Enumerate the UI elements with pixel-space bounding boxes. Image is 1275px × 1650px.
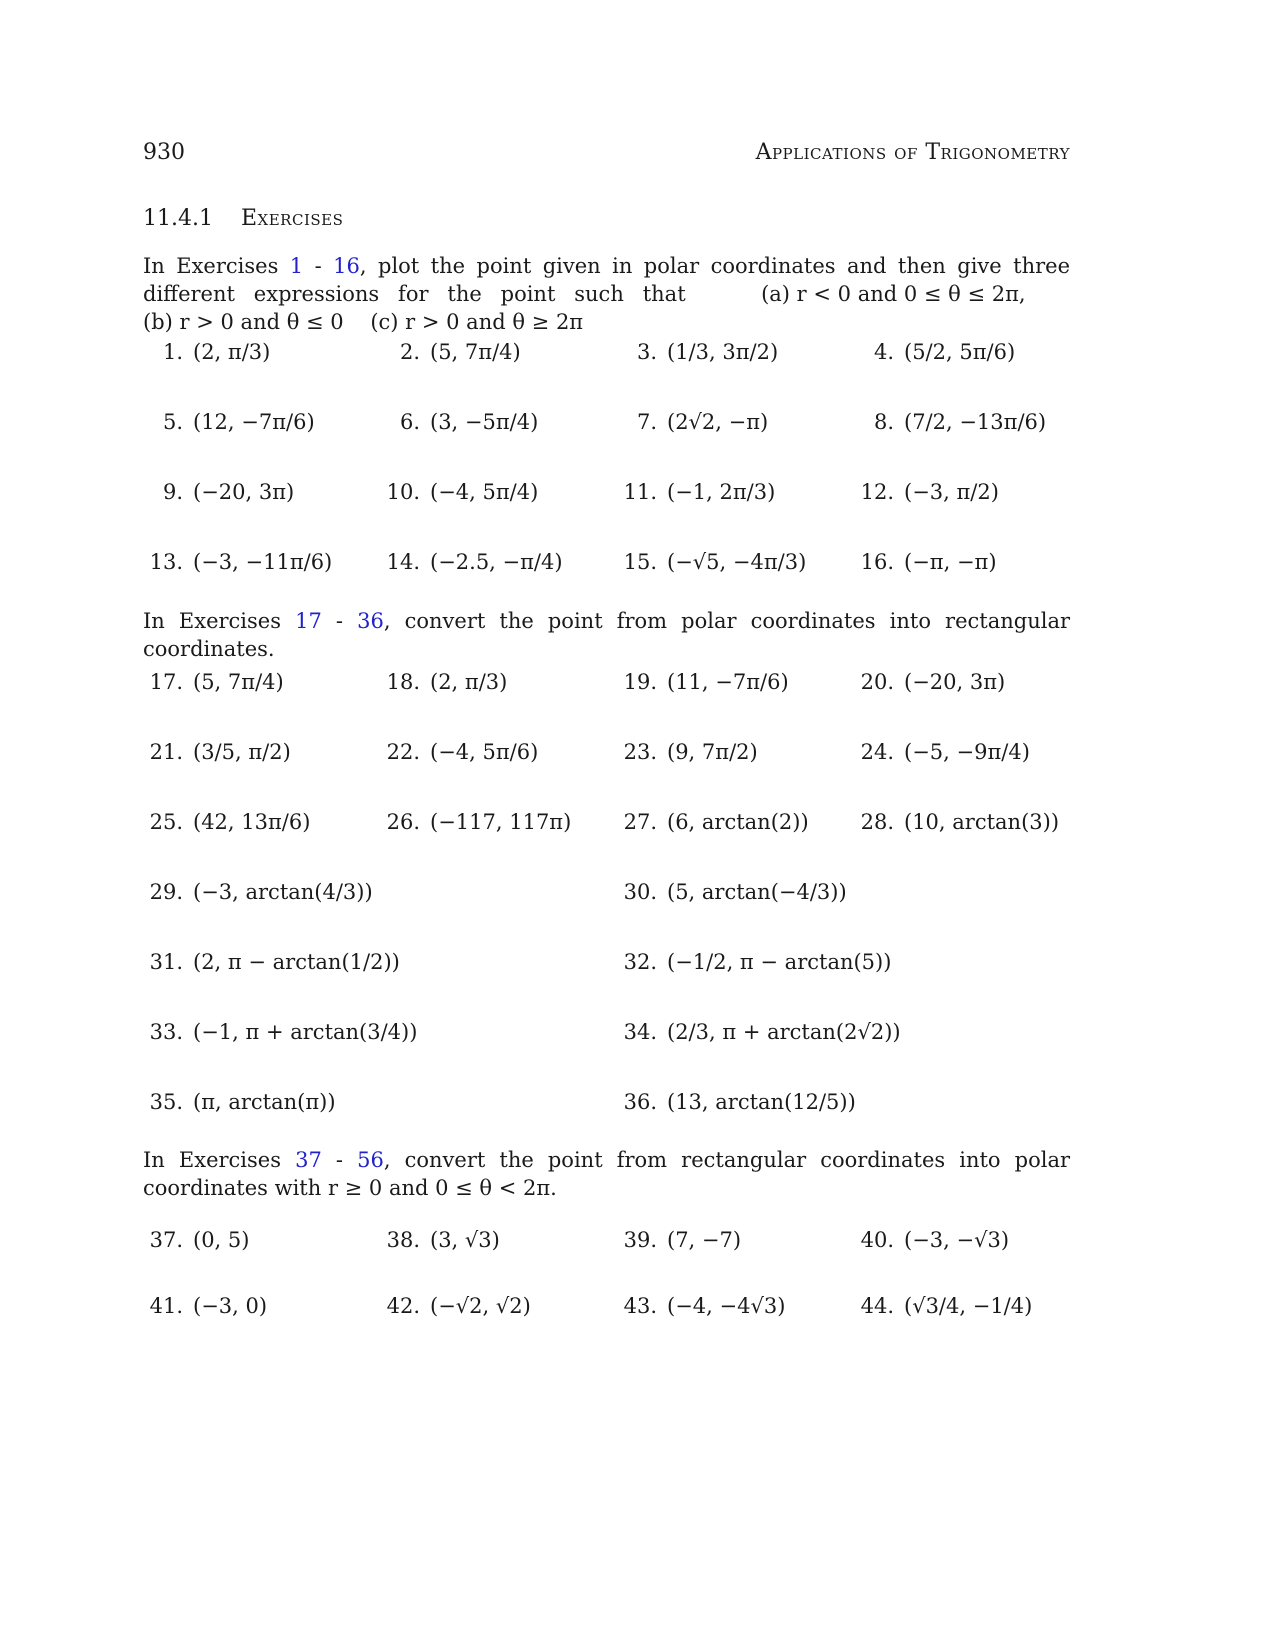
exercise-item <box>380 792 571 852</box>
exercise-link-start[interactable]: 37 <box>295 1148 322 1172</box>
exercise-number: 39. <box>623 1228 657 1252</box>
exercise-expression: (−√5, −4π/3) <box>667 550 807 574</box>
exercise-item <box>143 1210 249 1270</box>
exercise-link-end[interactable]: 56 <box>357 1148 384 1172</box>
exercise-number: 9. <box>162 480 183 504</box>
exercise-expression: (−√2, √2) <box>430 1294 531 1318</box>
exercise-number: 13. <box>149 550 183 574</box>
exercise-number: 31. <box>149 950 183 974</box>
exercise-expression: (2√2, −π) <box>667 410 769 434</box>
exercise-expression: (7/2, −13π/6) <box>904 410 1047 434</box>
exercise-item <box>854 322 1015 382</box>
exercise-number: 23. <box>623 740 657 764</box>
exercise-item <box>143 932 400 992</box>
exercise-item <box>143 1002 417 1062</box>
exercise-expression: (−3, 0) <box>193 1294 268 1318</box>
exercise-item <box>854 652 1005 712</box>
exercise-expression: (−4, −4√3) <box>667 1294 786 1318</box>
exercise-number: 27. <box>623 810 657 834</box>
exercise-number: 26. <box>386 810 420 834</box>
exercise-item <box>617 532 806 592</box>
exercise-item <box>617 932 891 992</box>
intro-lead: In Exercises <box>143 609 296 633</box>
intro-lead: In Exercises <box>143 254 290 278</box>
exercise-link-end[interactable]: 16 <box>333 254 360 278</box>
intro-paragraph-3 <box>143 1146 1070 1202</box>
exercise-number: 21. <box>149 740 183 764</box>
exercise-number: 42. <box>386 1294 420 1318</box>
condition-b: (b) r > 0 and θ ≤ 0 <box>143 310 344 334</box>
intro-text: , plot the point given in polar coordinates and then give three different expressions for the point such that <box>143 254 1070 306</box>
exercise-item <box>617 322 778 382</box>
exercise-number: 37. <box>149 1228 183 1252</box>
exercise-item <box>854 392 1046 452</box>
exercise-number: 3. <box>636 340 657 364</box>
exercise-item <box>854 462 999 522</box>
exercise-item <box>143 462 294 522</box>
exercise-item <box>854 792 1059 852</box>
exercise-number: 5. <box>162 410 183 434</box>
exercise-item <box>617 1002 901 1062</box>
exercise-number: 24. <box>860 740 894 764</box>
exercise-item <box>617 792 809 852</box>
exercise-link-start[interactable]: 17 <box>295 609 322 633</box>
exercise-expression: (5/2, 5π/6) <box>904 340 1016 364</box>
exercise-expression: (3, −5π/4) <box>430 410 539 434</box>
exercise-number: 11. <box>623 480 657 504</box>
exercise-number: 28. <box>860 810 894 834</box>
exercise-item <box>854 1276 1032 1336</box>
range-separator: - <box>321 1148 358 1172</box>
exercise-expression: (11, −7π/6) <box>667 670 789 694</box>
exercise-item <box>854 722 1030 782</box>
exercise-item <box>143 392 315 452</box>
exercise-expression: (3/5, π/2) <box>193 740 291 764</box>
exercise-number: 7. <box>636 410 657 434</box>
range-separator: - <box>303 254 334 278</box>
exercise-expression: (7, −7) <box>667 1228 742 1252</box>
exercise-expression: (−3, π/2) <box>904 480 999 504</box>
exercise-number: 32. <box>623 950 657 974</box>
exercise-expression: (−1, 2π/3) <box>667 480 776 504</box>
exercise-item <box>143 1072 336 1132</box>
exercise-item <box>380 392 538 452</box>
exercise-expression: (−1/2, π − arctan(5)) <box>667 950 892 974</box>
section-heading <box>143 206 343 231</box>
exercise-expression: (2, π − arctan(1/2)) <box>193 950 400 974</box>
exercise-item <box>143 722 291 782</box>
exercise-item <box>854 1210 1009 1270</box>
exercise-number: 33. <box>149 1020 183 1044</box>
exercise-expression: (π, arctan(π)) <box>193 1090 336 1114</box>
exercise-number: 34. <box>623 1020 657 1044</box>
section-title: Exercises <box>240 206 344 231</box>
exercise-expression: (42, 13π/6) <box>193 810 311 834</box>
exercise-expression: (−117, 117π) <box>430 810 572 834</box>
exercise-number: 25. <box>149 810 183 834</box>
exercise-expression: (5, arctan(−4/3)) <box>667 880 847 904</box>
exercise-number: 10. <box>386 480 420 504</box>
exercise-expression: (−5, −9π/4) <box>904 740 1030 764</box>
exercise-expression: (12, −7π/6) <box>193 410 315 434</box>
exercise-number: 19. <box>623 670 657 694</box>
exercise-item <box>617 462 775 522</box>
exercise-item <box>380 652 507 712</box>
exercise-expression: (5, 7π/4) <box>193 670 284 694</box>
exercise-expression: (−2.5, −π/4) <box>430 550 563 574</box>
exercise-link-end[interactable]: 36 <box>357 609 384 633</box>
exercise-expression: (−20, 3π) <box>193 480 295 504</box>
exercise-number: 22. <box>386 740 420 764</box>
exercise-number: 20. <box>860 670 894 694</box>
exercise-expression: (−3, −11π/6) <box>193 550 333 574</box>
exercise-expression: (−3, −√3) <box>904 1228 1010 1252</box>
exercise-expression: (√3/4, −1/4) <box>904 1294 1033 1318</box>
exercise-number: 17. <box>149 670 183 694</box>
exercise-item <box>143 532 332 592</box>
exercise-item <box>143 322 270 382</box>
exercise-item <box>617 652 789 712</box>
exercise-item <box>380 1276 531 1336</box>
intro-text: , convert the point from rectangular coordinates into polar coordinates with r ≥ 0 and 0 ≤ θ < 2π. <box>143 1148 1070 1200</box>
exercise-number: 35. <box>149 1090 183 1114</box>
exercise-expression: (−4, 5π/6) <box>430 740 539 764</box>
exercise-number: 40. <box>860 1228 894 1252</box>
exercise-number: 43. <box>623 1294 657 1318</box>
exercise-item <box>617 392 768 452</box>
exercise-number: 1. <box>162 340 183 364</box>
exercise-number: 6. <box>399 410 420 434</box>
exercise-expression: (6, arctan(2)) <box>667 810 809 834</box>
intro-text: , convert the point from polar coordinates into rectangular coordinates. <box>143 609 1070 661</box>
exercise-expression: (2/3, π + arctan(2√2)) <box>667 1020 901 1044</box>
exercise-link-start[interactable]: 1 <box>289 254 304 278</box>
exercise-expression: (1/3, 3π/2) <box>667 340 779 364</box>
page-number: 930 <box>143 140 185 165</box>
exercise-number: 44. <box>860 1294 894 1318</box>
condition-c: (c) r > 0 and θ ≥ 2π <box>370 310 584 334</box>
exercise-number: 16. <box>860 550 894 574</box>
exercise-expression: (9, 7π/2) <box>667 740 758 764</box>
exercise-number: 38. <box>386 1228 420 1252</box>
exercise-number: 15. <box>623 550 657 574</box>
exercise-number: 12. <box>860 480 894 504</box>
exercise-expression: (3, √3) <box>430 1228 500 1252</box>
exercise-expression: (5, 7π/4) <box>430 340 521 364</box>
exercise-item <box>143 862 373 922</box>
condition-a: (a) r < 0 and 0 ≤ θ ≤ 2π, <box>761 282 1026 306</box>
exercise-number: 2. <box>399 340 420 364</box>
exercise-number: 14. <box>386 550 420 574</box>
section-number: 11.4.1 <box>143 206 213 231</box>
exercise-expression: (−20, 3π) <box>904 670 1006 694</box>
exercise-item <box>617 1072 856 1132</box>
exercise-expression: (−1, π + arctan(3/4)) <box>193 1020 418 1044</box>
exercise-item <box>380 1210 500 1270</box>
exercise-number: 29. <box>149 880 183 904</box>
intro-lead: In Exercises <box>143 1148 296 1172</box>
exercise-item <box>617 722 758 782</box>
exercise-number: 18. <box>386 670 420 694</box>
exercise-expression: (−π, −π) <box>904 550 997 574</box>
exercise-number: 41. <box>149 1294 183 1318</box>
exercise-number: 4. <box>873 340 894 364</box>
exercise-item <box>143 1276 267 1336</box>
exercise-item <box>617 862 847 922</box>
exercise-number: 8. <box>873 410 894 434</box>
exercise-item <box>380 722 538 782</box>
exercise-expression: (2, π/3) <box>430 670 508 694</box>
exercise-item <box>143 652 284 712</box>
exercise-number: 36. <box>623 1090 657 1114</box>
range-separator: - <box>321 609 358 633</box>
exercise-number: 30. <box>623 880 657 904</box>
exercise-expression: (−4, 5π/4) <box>430 480 539 504</box>
exercise-expression: (13, arctan(12/5)) <box>667 1090 856 1114</box>
exercise-expression: (−3, arctan(4/3)) <box>193 880 373 904</box>
exercise-expression: (2, π/3) <box>193 340 271 364</box>
exercise-item <box>854 532 997 592</box>
running-title: Applications of Trigonometry <box>755 140 1070 165</box>
exercise-item <box>617 1276 785 1336</box>
exercise-item <box>380 322 521 382</box>
exercise-expression: (0, 5) <box>193 1228 250 1252</box>
exercise-item <box>143 792 310 852</box>
exercise-item <box>380 462 538 522</box>
exercise-item <box>617 1210 741 1270</box>
exercise-expression: (10, arctan(3)) <box>904 810 1060 834</box>
exercise-item <box>380 532 563 592</box>
